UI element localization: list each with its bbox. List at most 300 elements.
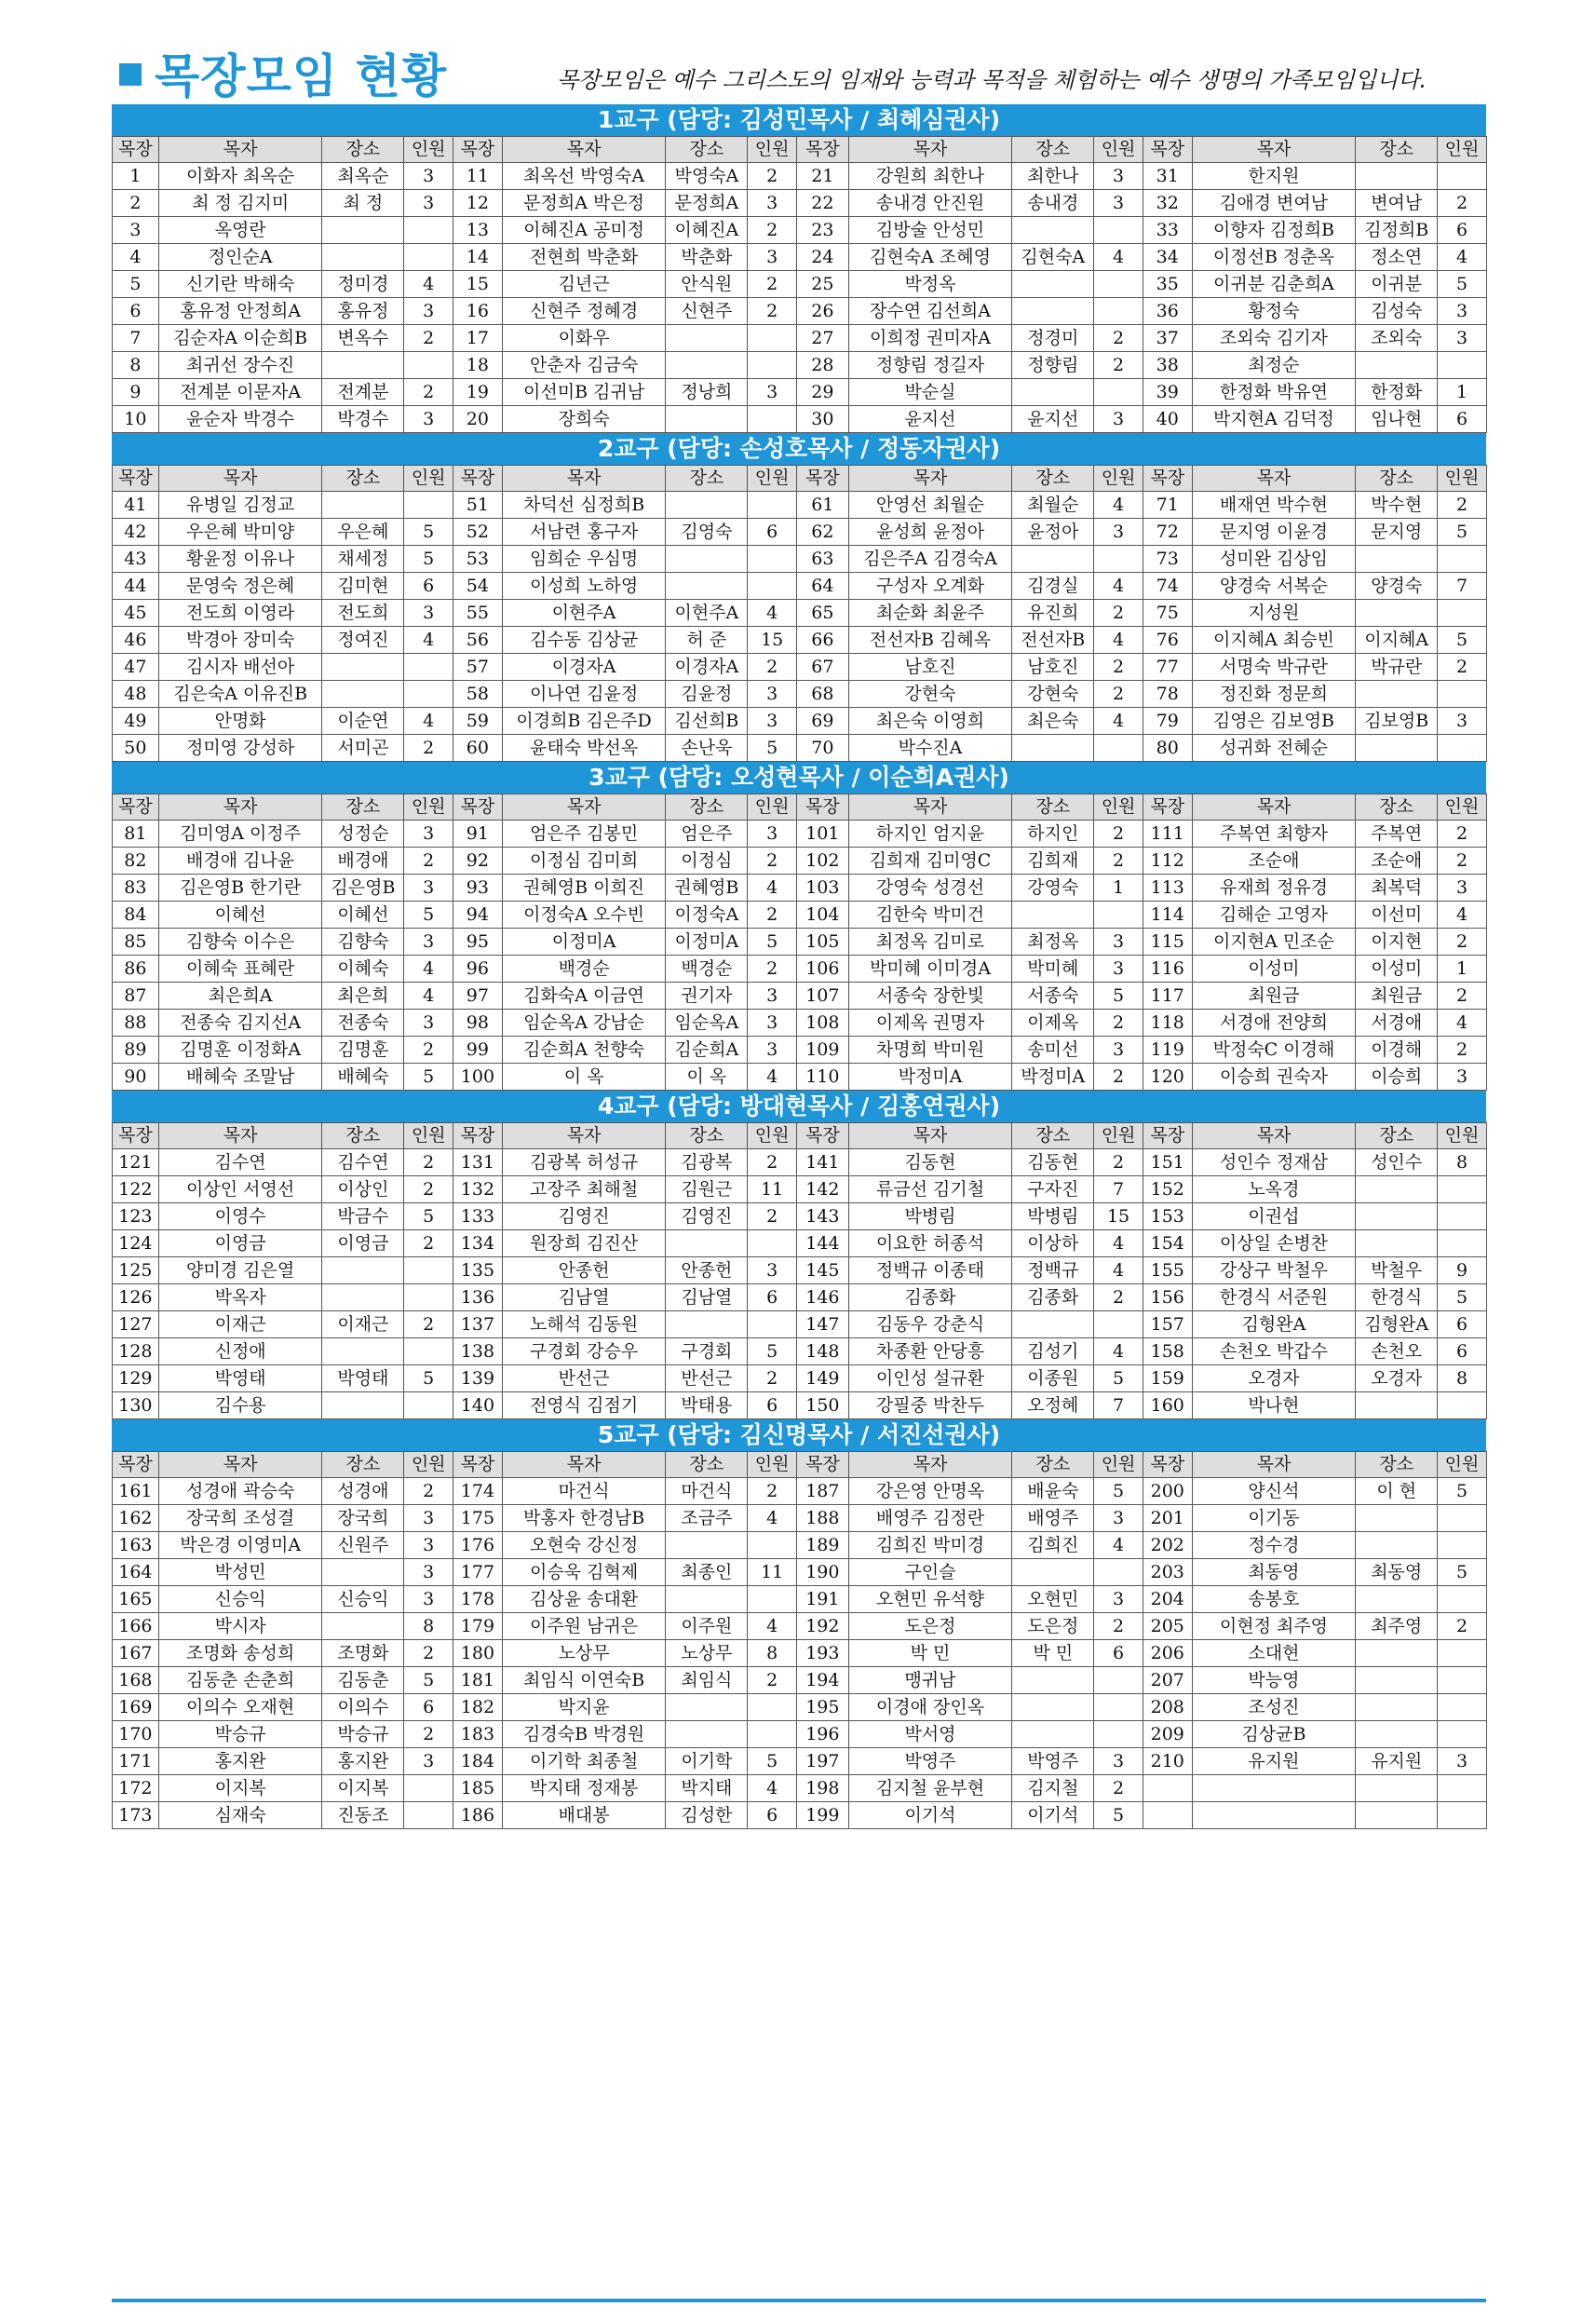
column-header: 장소: [322, 466, 404, 492]
leader-cell: 양신석: [1192, 1478, 1356, 1505]
leader-cell: 이권섭: [1192, 1203, 1356, 1230]
num-cell: 41: [113, 492, 159, 519]
place-cell: [1356, 1721, 1438, 1748]
num-cell: 22: [797, 190, 849, 217]
count-cell: 2: [748, 271, 797, 298]
place-cell: 김동춘: [322, 1667, 404, 1694]
num-cell: 102: [797, 848, 849, 875]
num-cell: 177: [453, 1559, 503, 1586]
num-cell: 64: [797, 573, 849, 600]
num-cell: 140: [453, 1392, 503, 1419]
bottom-rule: [112, 2299, 1486, 2302]
num-cell: 186: [453, 1802, 503, 1829]
table-row: [113, 600, 1487, 627]
table-row: [113, 190, 1487, 217]
place-cell: 한경식: [1356, 1284, 1438, 1311]
count-cell: 3: [1094, 519, 1143, 546]
leader-cell: 최 정 김지미: [158, 190, 322, 217]
num-cell: 194: [797, 1667, 849, 1694]
column-header: 목자: [502, 1123, 666, 1149]
place-cell: [322, 1284, 404, 1311]
place-cell: 김광복: [666, 1149, 748, 1176]
count-cell: [1438, 1203, 1487, 1230]
num-cell: 104: [797, 902, 849, 929]
place-cell: [1356, 546, 1438, 573]
place-cell: 박승규: [322, 1721, 404, 1748]
count-cell: 11: [748, 1559, 797, 1586]
place-cell: 이영금: [322, 1230, 404, 1257]
count-cell: 6: [1438, 1311, 1487, 1338]
num-cell: 173: [113, 1802, 159, 1829]
leader-cell: 이요한 허종석: [848, 1230, 1012, 1257]
leader-cell: 오경자: [1192, 1365, 1356, 1392]
place-cell: [1012, 546, 1094, 573]
count-cell: 2: [748, 1365, 797, 1392]
table-row: [113, 1748, 1487, 1775]
leader-cell: 서남련 홍구자: [502, 519, 666, 546]
column-header: 목자: [1192, 466, 1356, 492]
num-cell: 60: [453, 735, 503, 762]
leader-cell: 강은영 안명옥: [848, 1478, 1012, 1505]
num-cell: 40: [1143, 406, 1192, 433]
leader-cell: 이현정 최주영: [1192, 1613, 1356, 1640]
count-cell: 5: [1438, 271, 1487, 298]
place-cell: 최복덕: [1356, 875, 1438, 902]
num-cell: 175: [453, 1505, 503, 1532]
num-cell: 71: [1143, 492, 1192, 519]
place-cell: 최임식: [666, 1667, 748, 1694]
place-cell: [322, 217, 404, 244]
leader-cell: 최임식 이연숙B: [502, 1667, 666, 1694]
place-cell: 구자진: [1012, 1176, 1094, 1203]
num-cell: 35: [1143, 271, 1192, 298]
count-cell: 4: [1094, 1532, 1143, 1559]
count-cell: [404, 654, 453, 681]
leader-cell: 전계분 이문자A: [158, 379, 322, 406]
leader-cell: 우은혜 박미양: [158, 519, 322, 546]
leader-cell: 소대현: [1192, 1640, 1356, 1667]
count-cell: 7: [1094, 1176, 1143, 1203]
count-cell: 2: [748, 654, 797, 681]
num-cell: 26: [797, 298, 849, 325]
count-cell: 2: [748, 1667, 797, 1694]
leader-cell: 김미영A 이정주: [158, 821, 322, 848]
num-cell: 28: [797, 352, 849, 379]
leader-cell: 박수진A: [848, 735, 1012, 762]
count-cell: 15: [1094, 1203, 1143, 1230]
num-cell: 78: [1143, 681, 1192, 708]
leader-cell: 최원금: [1192, 983, 1356, 1010]
leader-cell: 노상무: [502, 1640, 666, 1667]
num-cell: 156: [1143, 1284, 1192, 1311]
count-cell: 11: [748, 1176, 797, 1203]
num-cell: 141: [797, 1149, 849, 1176]
leader-cell: 백경순: [502, 956, 666, 983]
leader-cell: 임희순 우심명: [502, 546, 666, 573]
leader-cell: 박시자: [158, 1613, 322, 1640]
place-cell: 오경자: [1356, 1365, 1438, 1392]
num-cell: 120: [1143, 1064, 1192, 1091]
leader-cell: 정인순A: [158, 244, 322, 271]
leader-cell: 김상윤 송대환: [502, 1586, 666, 1613]
table-row: [113, 163, 1487, 190]
count-cell: [1094, 1559, 1143, 1586]
leader-cell: 이 옥: [502, 1064, 666, 1091]
num-cell: 119: [1143, 1037, 1192, 1064]
place-cell: 최 정: [322, 190, 404, 217]
place-cell: 이순연: [322, 708, 404, 735]
count-cell: 4: [748, 1505, 797, 1532]
place-cell: 신승익: [322, 1586, 404, 1613]
place-cell: 김희재: [1012, 848, 1094, 875]
place-cell: 이정심: [666, 848, 748, 875]
num-cell: 150: [797, 1392, 849, 1419]
count-cell: 3: [1094, 1505, 1143, 1532]
count-cell: 4: [1094, 244, 1143, 271]
column-header: 목장: [1143, 466, 1192, 492]
leader-cell: 이정선B 정춘옥: [1192, 244, 1356, 271]
table-row: [113, 902, 1487, 929]
num-cell: 8: [113, 352, 159, 379]
leader-cell: 이의수 오재현: [158, 1694, 322, 1721]
count-cell: 8: [1438, 1365, 1487, 1392]
place-cell: 김희진: [1012, 1532, 1094, 1559]
num-cell: 209: [1143, 1721, 1192, 1748]
column-header: 장소: [322, 137, 404, 163]
place-cell: [1356, 1586, 1438, 1613]
num-cell: 88: [113, 1010, 159, 1037]
count-cell: 3: [1094, 190, 1143, 217]
leader-cell: 최순화 최윤주: [848, 600, 1012, 627]
count-cell: 3: [1438, 708, 1487, 735]
leader-cell: 박병림: [848, 1203, 1012, 1230]
leader-cell: 강원희 최한나: [848, 163, 1012, 190]
num-cell: 169: [113, 1694, 159, 1721]
count-cell: 3: [748, 190, 797, 217]
place-cell: 김선희B: [666, 708, 748, 735]
place-cell: [1012, 271, 1094, 298]
count-cell: 3: [748, 983, 797, 1010]
num-cell: 10: [113, 406, 159, 433]
count-cell: [1438, 735, 1487, 762]
leader-cell: 김종화: [848, 1284, 1012, 1311]
leader-cell: 강영숙 성경선: [848, 875, 1012, 902]
place-cell: 우은혜: [322, 519, 404, 546]
num-cell: 23: [797, 217, 849, 244]
column-header: 인원: [1094, 1452, 1143, 1478]
column-header: 목자: [848, 466, 1012, 492]
place-cell: [1356, 1176, 1438, 1203]
place-cell: 주복연: [1356, 821, 1438, 848]
count-cell: 2: [1438, 821, 1487, 848]
leader-cell: 김은주A 김경숙A: [848, 546, 1012, 573]
count-cell: 5: [748, 929, 797, 956]
column-header: 장소: [666, 137, 748, 163]
page-title: 목장모임 현황: [155, 49, 448, 103]
table-row: [113, 956, 1487, 983]
column-header: 목장: [453, 1123, 503, 1149]
place-cell: 남호진: [1012, 654, 1094, 681]
leader-cell: 노해석 김동원: [502, 1311, 666, 1338]
column-header: 인원: [748, 794, 797, 821]
num-cell: 107: [797, 983, 849, 1010]
leader-cell: 전선자B 김혜옥: [848, 627, 1012, 654]
place-cell: 이기학: [666, 1748, 748, 1775]
place-cell: 전도희: [322, 600, 404, 627]
column-header: 목장: [113, 1452, 159, 1478]
num-cell: 126: [113, 1284, 159, 1311]
leader-cell: 최동영: [1192, 1559, 1356, 1586]
count-cell: 2: [1438, 1037, 1487, 1064]
num-cell: 162: [113, 1505, 159, 1532]
leader-cell: 이정심 김미희: [502, 848, 666, 875]
column-header: 장소: [666, 794, 748, 821]
count-cell: [1094, 1311, 1143, 1338]
num-cell: 180: [453, 1640, 503, 1667]
leader-cell: 남호진: [848, 654, 1012, 681]
leader-cell: 문영숙 정은혜: [158, 573, 322, 600]
count-cell: 6: [1094, 1640, 1143, 1667]
leader-cell: 신정애: [158, 1338, 322, 1365]
place-cell: 배혜숙: [322, 1064, 404, 1091]
place-cell: 허 준: [666, 627, 748, 654]
count-cell: 3: [1094, 406, 1143, 433]
place-cell: 성인수: [1356, 1149, 1438, 1176]
place-cell: [322, 654, 404, 681]
leader-cell: 이향자 김정희B: [1192, 217, 1356, 244]
count-cell: 5: [1094, 983, 1143, 1010]
num-cell: 25: [797, 271, 849, 298]
column-header-row: [113, 1123, 1487, 1149]
column-header: 목자: [502, 137, 666, 163]
count-cell: 9: [1438, 1257, 1487, 1284]
num-cell: 200: [1143, 1478, 1192, 1505]
count-cell: [1094, 1694, 1143, 1721]
leader-cell: 성경애 곽승숙: [158, 1478, 322, 1505]
place-cell: 김수연: [322, 1149, 404, 1176]
leader-cell: 윤지선: [848, 406, 1012, 433]
leader-cell: 조명화 송성희: [158, 1640, 322, 1667]
place-cell: 정여진: [322, 627, 404, 654]
place-cell: 백경순: [666, 956, 748, 983]
column-header: 인원: [1094, 137, 1143, 163]
count-cell: 4: [748, 1613, 797, 1640]
column-header: 인원: [404, 466, 453, 492]
leader-cell: 이성미: [1192, 956, 1356, 983]
num-cell: 95: [453, 929, 503, 956]
count-cell: 3: [1094, 1748, 1143, 1775]
count-cell: 5: [1094, 1802, 1143, 1829]
leader-cell: 배영주 김정란: [848, 1505, 1012, 1532]
count-cell: 2: [748, 298, 797, 325]
column-header: 목장: [453, 137, 503, 163]
place-cell: 김경실: [1012, 573, 1094, 600]
table-row: [113, 1010, 1487, 1037]
leader-cell: 김경숙B 박경원: [502, 1721, 666, 1748]
leader-cell: 안영선 최월순: [848, 492, 1012, 519]
count-cell: 2: [1438, 1613, 1487, 1640]
place-cell: 성정순: [322, 821, 404, 848]
leader-cell: 한정화 박유연: [1192, 379, 1356, 406]
place-cell: 최종인: [666, 1559, 748, 1586]
place-cell: 조금주: [666, 1505, 748, 1532]
place-cell: 서경애: [1356, 1010, 1438, 1037]
place-cell: 한정화: [1356, 379, 1438, 406]
num-cell: 139: [453, 1365, 503, 1392]
num-cell: 3: [113, 217, 159, 244]
count-cell: 2: [1438, 654, 1487, 681]
leader-cell: 이선미B 김귀남: [502, 379, 666, 406]
leader-cell: 윤순자 박경수: [158, 406, 322, 433]
leader-cell: 김수연: [158, 1149, 322, 1176]
column-header: 인원: [1438, 1452, 1487, 1478]
count-cell: 2: [1094, 1775, 1143, 1802]
leader-cell: 이제옥 권명자: [848, 1010, 1012, 1037]
place-cell: 최동영: [1356, 1559, 1438, 1586]
table-row: [113, 654, 1487, 681]
count-cell: 5: [404, 902, 453, 929]
count-cell: 3: [748, 708, 797, 735]
column-header-row: [113, 466, 1487, 492]
num-cell: 57: [453, 654, 503, 681]
leader-cell: 김해순 고영자: [1192, 902, 1356, 929]
column-header: 장소: [666, 1452, 748, 1478]
leader-cell: 이혜숙 표혜란: [158, 956, 322, 983]
leader-cell: 조순애: [1192, 848, 1356, 875]
column-header: 인원: [1094, 794, 1143, 821]
num-cell: 168: [113, 1667, 159, 1694]
count-cell: 2: [748, 1203, 797, 1230]
table-row: [113, 271, 1487, 298]
count-cell: 5: [1094, 1365, 1143, 1392]
count-cell: 3: [1094, 929, 1143, 956]
count-cell: 2: [1094, 1010, 1143, 1037]
num-cell: 1: [113, 163, 159, 190]
place-cell: 양경숙: [1356, 573, 1438, 600]
leader-cell: 이경자A: [502, 654, 666, 681]
leader-cell: 이혜선: [158, 902, 322, 929]
count-cell: 3: [404, 190, 453, 217]
count-cell: 2: [1094, 1613, 1143, 1640]
table-row: [113, 1257, 1487, 1284]
num-cell: 143: [797, 1203, 849, 1230]
count-cell: 3: [748, 244, 797, 271]
table-row: [113, 325, 1487, 352]
count-cell: 4: [1094, 1338, 1143, 1365]
leader-cell: 윤태숙 박선옥: [502, 735, 666, 762]
num-cell: 123: [113, 1203, 159, 1230]
place-cell: [322, 352, 404, 379]
count-cell: 2: [748, 1478, 797, 1505]
num-cell: 167: [113, 1640, 159, 1667]
table-row: [113, 1478, 1487, 1505]
place-cell: 이혜선: [322, 902, 404, 929]
place-cell: 손천오: [1356, 1338, 1438, 1365]
leader-cell: 구성자 오계화: [848, 573, 1012, 600]
place-cell: 진동조: [322, 1802, 404, 1829]
place-cell: 임순옥A: [666, 1010, 748, 1037]
table-row: [113, 1586, 1487, 1613]
leader-cell: 차명희 박미원: [848, 1037, 1012, 1064]
table-row: [113, 1613, 1487, 1640]
district-title: 4교구 (담당: 방대현목사 / 김홍연권사): [112, 1091, 1486, 1122]
leader-cell: 차덕선 심정희B: [502, 492, 666, 519]
place-cell: 이경자A: [666, 654, 748, 681]
count-cell: [404, 1257, 453, 1284]
district-table: [112, 794, 1487, 1091]
leader-cell: 서종숙 장한빛: [848, 983, 1012, 1010]
leader-cell: 서경애 전양희: [1192, 1010, 1356, 1037]
place-cell: 채세정: [322, 546, 404, 573]
column-header: 목자: [1192, 137, 1356, 163]
count-cell: 4: [1094, 1257, 1143, 1284]
count-cell: [404, 1338, 453, 1365]
place-cell: 오정혜: [1012, 1392, 1094, 1419]
count-cell: 5: [1438, 1284, 1487, 1311]
table-row: [113, 352, 1487, 379]
leader-cell: 조성진: [1192, 1694, 1356, 1721]
district-title: 5교구 (담당: 김신명목사 / 서진선권사): [112, 1419, 1486, 1451]
count-cell: 2: [1438, 190, 1487, 217]
count-cell: [1438, 1176, 1487, 1203]
column-header: 목자: [502, 1452, 666, 1478]
leader-cell: 성미완 김상임: [1192, 546, 1356, 573]
num-cell: 29: [797, 379, 849, 406]
place-cell: 이기석: [1012, 1802, 1094, 1829]
count-cell: 2: [1094, 1064, 1143, 1091]
num-cell: 30: [797, 406, 849, 433]
num-cell: 81: [113, 821, 159, 848]
count-cell: 2: [748, 163, 797, 190]
district-section: [112, 762, 1486, 1091]
table-row: [113, 1802, 1487, 1829]
district-title: 3교구 (담당: 오성현목사 / 이순희A권사): [112, 762, 1486, 794]
num-cell: 85: [113, 929, 159, 956]
place-cell: [322, 244, 404, 271]
leader-cell: 김수동 김상균: [502, 627, 666, 654]
place-cell: 홍유정: [322, 298, 404, 325]
place-cell: 정경미: [1012, 325, 1094, 352]
place-cell: 서미곤: [322, 735, 404, 762]
num-cell: 189: [797, 1532, 849, 1559]
count-cell: 6: [1438, 1338, 1487, 1365]
leader-cell: 이기동: [1192, 1505, 1356, 1532]
place-cell: 이제옥: [1012, 1010, 1094, 1037]
place-cell: [1012, 1311, 1094, 1338]
table-row: [113, 492, 1487, 519]
count-cell: 6: [1438, 217, 1487, 244]
column-header: 목장: [453, 794, 503, 821]
place-cell: 유지원: [1356, 1748, 1438, 1775]
place-cell: [1356, 600, 1438, 627]
count-cell: [404, 492, 453, 519]
leader-cell: 전도희 이영라: [158, 600, 322, 627]
place-cell: 오현민: [1012, 1586, 1094, 1613]
leader-cell: 이희정 권미자A: [848, 325, 1012, 352]
place-cell: 박미혜: [1012, 956, 1094, 983]
count-cell: [1438, 1230, 1487, 1257]
column-header: 목자: [848, 1123, 1012, 1149]
leader-cell: 이승희 권숙자: [1192, 1064, 1356, 1091]
place-cell: [1356, 1802, 1438, 1829]
leader-cell: 김상균B: [1192, 1721, 1356, 1748]
num-cell: 91: [453, 821, 503, 848]
leader-cell: 성귀화 전혜순: [1192, 735, 1356, 762]
num-cell: 144: [797, 1230, 849, 1257]
place-cell: 김지철: [1012, 1775, 1094, 1802]
table-row: [113, 929, 1487, 956]
place-cell: [1012, 217, 1094, 244]
